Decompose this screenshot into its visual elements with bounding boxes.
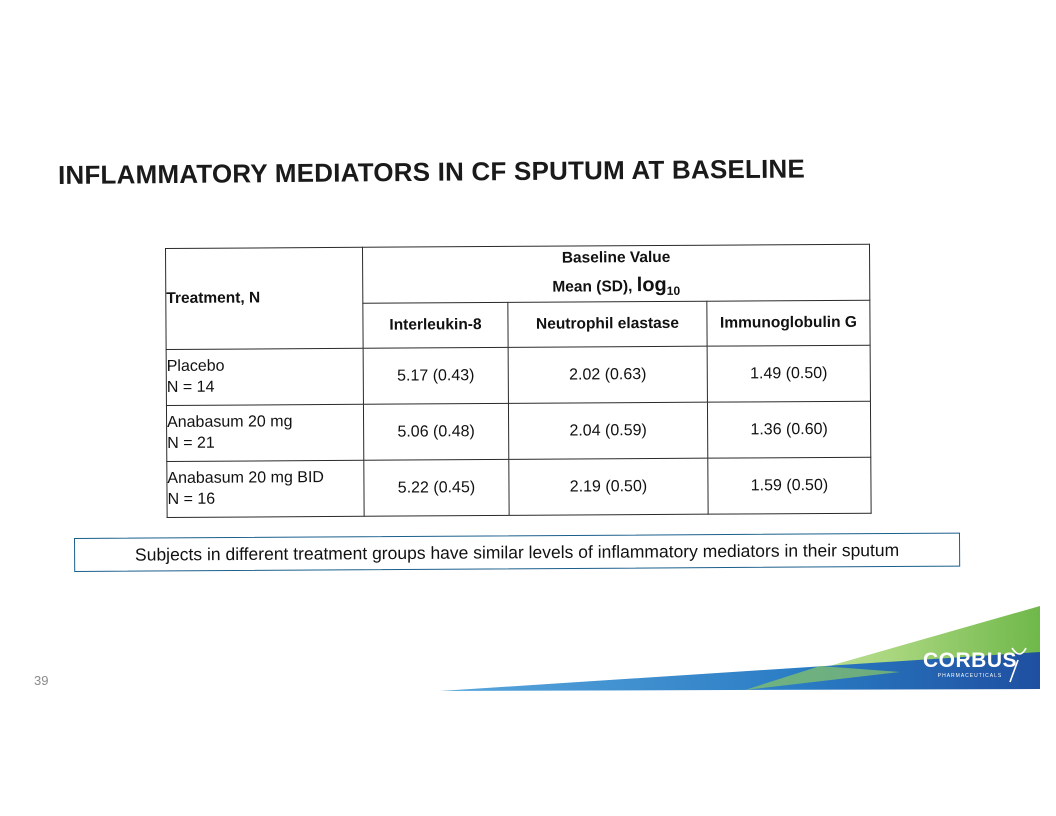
column-header-neutrophil-elastase: Neutrophil elastase — [508, 301, 707, 347]
value-cell: 2.02 (0.63) — [508, 346, 707, 403]
treatment-n: N = 16 — [167, 490, 216, 508]
value-cell: 5.06 (0.48) — [363, 403, 508, 460]
log-label: log — [636, 273, 667, 297]
value-cell: 1.59 (0.50) — [708, 457, 871, 514]
slide-title: INFLAMMATORY MEDIATORS IN CF SPUTUM AT BASELINE — [57, 153, 806, 190]
value-cell: 1.36 (0.60) — [707, 401, 870, 458]
value-cell: 1.49 (0.50) — [707, 345, 870, 402]
value-cell: 2.04 (0.59) — [508, 402, 707, 459]
treatment-name: Placebo — [166, 357, 225, 375]
value-cell: 5.17 (0.43) — [363, 347, 508, 404]
treatment-name: Anabasum 20 mg — [167, 412, 293, 431]
logo-tagline-text: PHARMACEUTICALS — [937, 673, 1003, 679]
treatment-n: N = 14 — [166, 378, 215, 396]
mean-sd-label: Mean (SD), — [552, 278, 637, 296]
logo-brand-text: CORBUS — [922, 649, 1018, 672]
value-cell: 5.22 (0.45) — [364, 459, 509, 516]
treatment-n: N = 21 — [167, 434, 215, 452]
page-number: 39 — [34, 673, 49, 688]
column-header-interleukin-8: Interleukin-8 — [363, 302, 508, 348]
baseline-header-line1: Baseline Value — [561, 248, 671, 267]
treatment-header: Treatment, N — [166, 247, 364, 349]
value-cell: 2.19 (0.50) — [509, 458, 708, 515]
summary-callout: Subjects in different treatment groups have similar levels of inflammatory mediators in their sputum — [74, 533, 960, 572]
log-subscript: 10 — [666, 283, 681, 298]
column-header-immunoglobulin-g: Immunoglobulin G — [707, 300, 870, 346]
treatment-name: Anabasum 20 mg BID — [167, 468, 324, 487]
